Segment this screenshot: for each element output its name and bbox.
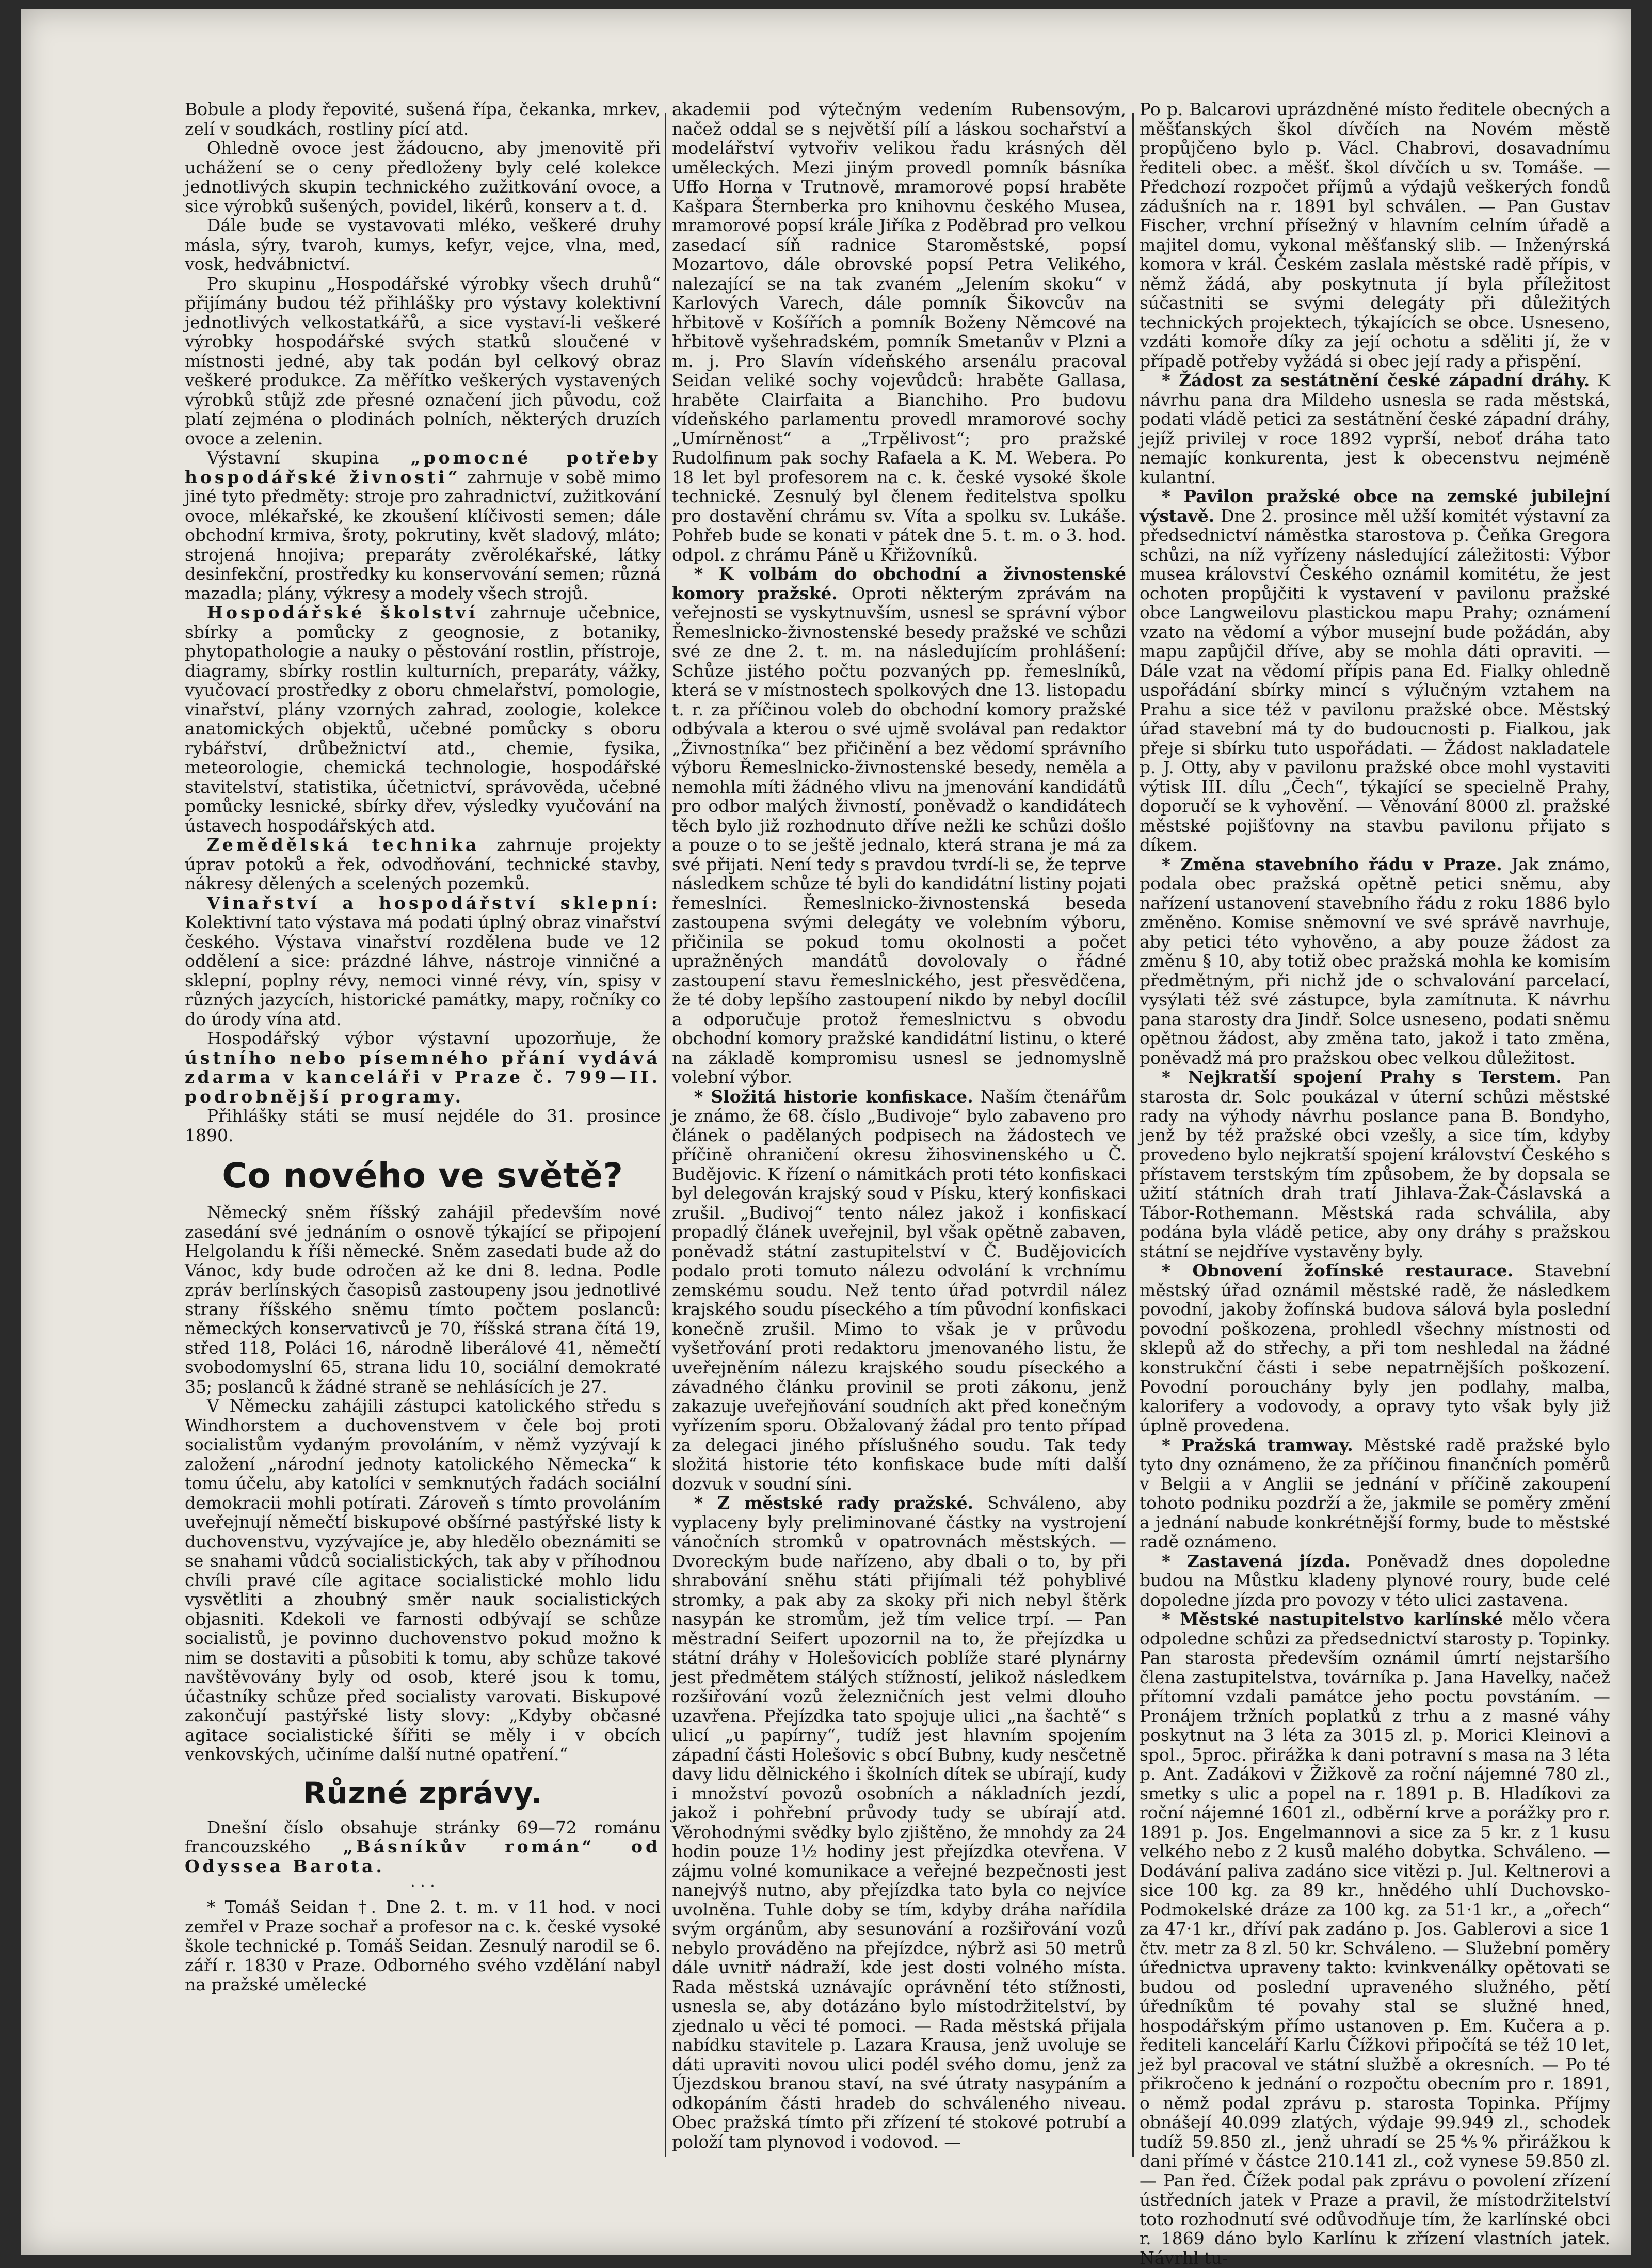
paragraph: Německý sněm říšský zahájil především nové zasedání své jednáním o osnově týkající se připojení Helgolandu k říši německé. Sněm zasedati bude až do Vánoc, kdy bude odročen až ke dni 8. ledna. Podle zpráv berlínských časopisů zastoupeny jsou jednotlivé strany říšského sněmu tímto počtem poslanců: německých konservativců je 70, říšská strana čítá 19, střed 118, Poláci 16, národně liberálové 41, němečtí svobodomyslní 65, strana lidu 10, sociální demokraté 35; poslanců k žádné straně se nehlásících je 27. <box>185 1202 661 1397</box>
spaced-emphasis: „Básníkův román“ od Odyssea Barota. <box>185 1836 661 1876</box>
paragraph <box>672 1087 1126 1494</box>
paragraph: * Tomáš Seidan †. Dne 2. t. m. v 11 hod. v noci zemřel v Praze sochař a profesor na c. k. české vysoké škole technické p. Tomáš Seidan. Zesnulý narodil se 6. září r. 1830 v Praze. Odborného svého vzdělání nabyl na pražské umělecké <box>185 1897 661 1994</box>
body-text: zahrnuje učebnice, sbírky a pomůcky z geognosie, z botaniky, phytopathologie a nauky o pěstování rostlin, přístroje, diagramy, sbírky rostlin kulturních, preparáty, vážky, vyučovací prostředky z oboru chmelařství, pomologie, vinařství, plány vzorných zahrad, zoologie, kolekce anatomických objektů, učebné pomůcky s oboru rybářství, drůbežnictví atd., chemie, fysika, meteorologie, chemická technologie, hospodářské stavitelství, statistika, účetnictví, správověda, učebné pomůcky lesnické, sbírky dřev, výsledky vyučování na ústavech hospodářských atd. <box>185 602 661 836</box>
article-title: * Městské nastupitelstvo karlínské <box>1161 1609 1503 1629</box>
column-divider <box>1132 113 1134 2157</box>
section-heading: Co nového ve světě? <box>222 1156 623 1195</box>
article-title: * Změna stavebního řádu v Praze. <box>1161 854 1502 874</box>
section-heading: Různé zprávy. <box>303 1775 542 1811</box>
article-title: * K volbám do obchodní a živnostenské komory pražské. <box>672 564 1126 603</box>
paragraph: V Německu zahájili zástupci katolického středu s Windhorstem a duchovenstvem v čele boj proti socialistům vydaným provoláním, v němž vyzývají k založení „národní jednoty katolického Německa“ k tomu účelu, aby katolíci v semknutých řadách sociální demokracii mohli potírati. Zároveň s tímto provoláním uveřejnují němečtí biskupové obšírné pastýřské listy k duchovenstvu, vyzývajíce je, aby hledělo obeznámiti se se snahami vůdců socialistických, tak aby v příhodnou chvíli pravé cíle agitace socialistické mohlo lidu vysvětliti a zhoubný směr nauk socialistických objasniti. Kdekoli ve farnosti odbývají se schůze socialistů, je povinno duchovenstvo pokud možno k nim se dostaviti a působiti k tomu, aby schůze takové navštěvovány byly od osob, které jsou k tomu, účastníky schůze před socialisty varovati. Biskupové zakončují pastýřské listy slovy: „Kdyby občasné agitace socialistické šířiti se měly i v obcích venkovských, učiníme další nutné opatření.“ <box>185 1396 661 1764</box>
body-text: Jak známo, podala obec pražská opětně petici sněmu, aby nařízení ustanovení stavebního řádu z roku 1886 bylo změněno. Komise sněmovní ve své správě navrhuje, aby petici této vyhověno, a aby pouze žádost za změnu § 10, aby totiž obec pražská mohla ke komisím předmětným, při nichž jde o schvalování parcelací, vysýlati též své zástupce, byla zamítnuta. K návrhu pana starosty dra Jindř. Solce usneseno, podati sněmu opětnou žádost, aby změna tato, jakož i tato změna, poněvadž má pro pražskou obec velkou důležitost. <box>1140 854 1610 1068</box>
body-text: zahrnuje projekty úprav potoků a řek, odvodňování, technické stavby, nákresy dělených a scelených pozemků. <box>185 835 661 893</box>
paragraph <box>1140 855 1610 1068</box>
paragraph: Přihlášky státi se musí nejdéle do 31. prosince 1890. <box>185 1106 661 1145</box>
paragraph <box>1140 1067 1610 1261</box>
article-title: * Z městské rady pražské. <box>694 1493 974 1513</box>
paragraph <box>1140 1261 1610 1435</box>
paragraph <box>1140 1435 1610 1552</box>
lead-text: Hospodářský výbor výstavní upozorňuje, že <box>206 1028 661 1048</box>
lead-text: Dnešní číslo obsahuje stránky 69—72 románu francouzského <box>185 1817 661 1857</box>
paragraph <box>1140 1609 1610 2267</box>
article-title: * Obnovení žofínské restaurace. <box>1161 1260 1514 1281</box>
paragraph <box>185 893 661 1029</box>
paragraph <box>185 1029 661 1106</box>
body-text: Naším čtenářům je známo, že 68. číslo „Budivoje“ bylo zabaveno pro článek o padělaných podpisech na žádostech ve příčině ohraničení okresu žihosvinenského u Č. Budějovic. K řízení o námitkách proti této konfiskaci byl delegován krajský soud v Písku, který konfiskaci zrušil. „Budivoj“ tento nález jakož i konfiskací propadlý článek uveřejnil, byl však opětně zabaven, poněvadž státní zastupitelství v Č. Budějovicích podalo proti tomuto nálezu odvolání k vrchnímu zemskému soudu. Než tento úřad potvrdil nález krajského soudu píseckého a tím původní konfiskaci konečně zrušil. Mimo to však je v průvodu vyšetřování proti redaktoru jmenovaného listu, že uveřejněním nálezu krajského soudu píseckého a závadného článku provinil se proti zákonu, jenž zakazuje uveřejňování soudních akt před konečným vyřízením sporu. Obžalovaný žádal pro tento případ za delegaci jiného příslušného soudu. Tak tedy složitá historie této konfiskace bude míti další dozvuk v soudní síni. <box>672 1086 1126 1494</box>
column-middle <box>672 100 1126 2185</box>
separator-dots: · · · <box>410 1877 435 1895</box>
body-text: Poněvadž dnes dopoledne budou na Můstku kladeny plynové roury, bude celé dopoledne jízda pro povozy v této ulici zastavena. <box>1140 1551 1610 1610</box>
paragraph <box>1140 487 1610 855</box>
paragraph: Ohledně ovoce jest žádoucno, aby jmenovitě při uchážení se o ceny předloženy byly celé kolekce jednotlivých skupin technického zužitkování ovoce, a sice výrobků sušených, povidel, likérů, konserv a t. d. <box>185 138 661 216</box>
paragraph <box>185 603 661 835</box>
paragraph <box>185 835 661 893</box>
body-text: Pan starosta dr. Solc poukázal v úterní schůzi městské rady na výhody návrhu poslance pana B. Bondyho, jenž by též pražské obci vzešly, a sice tím, kdyby provedeno bylo nejkratší spojení království Českého s přístavem terstským tím způsobem, že by dopsala se užití státních drah tratí Jihlava-Žak-Čáslavská a Tábor-Rothemann. Městská rada schválila, aby podána byla vládě petice, aby ony dráhy s pražskou státní se nejdříve vystavěny byly. <box>1140 1067 1610 1261</box>
newspaper-page <box>21 9 1631 2268</box>
body-text: Dne 2. prosince měl užší komitét výstavní za předsednictví náměstka starostova p. Čeňka Gregora schůzi, na níž vyřízeny následující záležitosti: Výbor musea království Českého oznámil komitétu, že jest ochoten propůjčiti k vystavení v pavilonu pražské obce Langweilovu plastickou mapu Prahy; oznámení vzato na vědomí a výbor musejní bude požádán, aby mapu zapůjčil dříve, aby se mohla dáti opraviti. — Dále vzat na vědomí přípis pana Ed. Fialky ohledně uspořádání sbírky mincí s výlučným vztahem na Prahu a sice též v pavilonu pražské obce. Městský úřad stavební má ty do budoucnosti p. Fialkou, jak přeje si sbírku tuto uspořádati. — Žádost nakladatele p. J. Otty, aby v pavilonu pražské obce mohl vystaviti výtisk III. dílu „Čech“, týkající se specielně Prahy, doporučí se k vyhovění. — Věnování 8000 zl. pražské městské pojišťovny na stavbu pavilonu přijato s díkem. <box>1140 505 1610 855</box>
article-title: * Zastavená jízda. <box>1161 1551 1351 1571</box>
spaced-emphasis: „pomocné potřeby hospodářské živnosti“ <box>185 448 661 487</box>
column-left <box>185 100 661 2164</box>
article-title: * Pavilon pražské obce na zemské jubilejní výstavě. <box>1140 486 1610 526</box>
article-title: * Žádost za sestátnění české západní dráhy. <box>1161 370 1590 390</box>
paragraph <box>1140 371 1610 487</box>
article-title: * Nejkratší spojení Prahy s Terstem. <box>1161 1067 1562 1087</box>
article-title: * Pražská tramway. <box>1161 1434 1353 1455</box>
paragraph <box>1140 1552 1610 1610</box>
body-text: Kolektivní tato výstava má podati úplný obraz vinařství českého. Výstava vinařství rozdělena bude ve 12 oddělení a sice: prázdné láhve, nástroje vinničné a sklepní, poplny révy, nemoci vinné révy, vín, spisy v různých jazycích, historické památky, mapy, ročníky co do úrody vína atd. <box>185 912 661 1029</box>
paragraph <box>672 564 1126 1087</box>
paragraph: Po p. Balcarovi uprázdněné místo ředitele obecných a měšťanských škol dívčích na Novém městě propůjčeno bylo p. Václ. Chabrovi, dosavadnímu řediteli obec. a měšť. škol dívčích u sv. Tomáše. — Předchozí rozpočet příjmů a výdajů veškerých fondů zádušních na r. 1891 byl schválen. — Pan Gustav Fischer, vrchní přísežný v hlavním celním úřadě a majitel domu, vykonal měšťanský slib. — Inženýrská komora v král. Českém zaslala městské radě přípis, v němž žádá, aby poskytnuta jí byla příležitost súčastniti se svými delegáty při důležitých technických projektech, týkajících se obce. Usneseno, vzdáti komoře díky za její ochotu a sděliti jí, že v případě potřeby vyžádá si obec její rady a přispění. <box>1140 99 1610 371</box>
body-text: Stavební městský úřad oznámil městské radě, že následkem povodní, jakoby žofínská budova sálová byla poslední povodní poškozena, prohledl všechny místnosti od sklepů až do střechy, a při tom neshledal na žádné konstrukční části i sebe nepatrnějších poškození. Povodní porouchány byly jen podlahy, malba, kalorifery a vodovody, a opravy tyto však byly již úplně provedena. <box>1140 1260 1610 1435</box>
lead-text: Výstavní skupina <box>206 448 379 468</box>
body-text: K návrhu pana dra Mildeho usnesla se rada městská, podati vládě petici za sestátnění české západní dráhy, jejíž privilej v roce 1892 vyprší, neboť dráha tato nemajíc konkurenta, jest k obecenstvu nejméně kulantní. <box>1140 370 1610 487</box>
column-divider <box>665 113 666 2157</box>
column-right <box>1140 99 1610 2268</box>
paragraph: akademii pod výtečným vedením Rubensovým, načež oddal se s největší pílí a láskou sochařství a modelářství vytvořiv velikou řadu krásných děl uměleckých. Mezi jiným provedl pomník básníka Uffo Horna v Trutnově, mramorové popsí hraběte Kašpara Šternberka pro knihovnu českého Musea, mramorové popsí krále Jiříka z Poděbrad pro velkou zasedací síň radnice Staroměstské, popsí Mozartovo, dále obrovské popsí Petra Velikého, nalezající se na tak zvaném „Jelením skoku“ v Karlových Varech, dále pomník Šikovcův na hřbitově v Košířích a pomník Boženy Němcové na hřbitově vyšehradském, pomník Smetanův v Plzni a m. j. Pro Slavín vídeňského arsenálu pracoval Seidan veliké sochy vojevůdců: hraběte Gallasa, hraběte Clairfaita a Bianchiho. Pro budovu vídeňského parlamentu provedl mramorové sochy „Umírněnost“ a „Trpělivost“; pro pražské Rudolfinum pak sochy Rafaela a K. M. Webera. Po 18 let byl profesorem na c. k. české vysoké škole technické. Zesnulý byl členem ředitelstva spolku pro dostavění chrámu sv. Víta a spolku sv. Lukáše. Pohřeb bude se konati v pátek dne 5. t. m. o 3. hod. odpol. z chrámu Páně u Křižovníků. <box>672 99 1126 565</box>
paragraph: Dále bude se vystavovati mléko, veškeré druhy másla, sýry, tvaroh, kumys, kefyr, vejce, vlna, med, vosk, hedvábnictví. <box>185 215 661 274</box>
body-text: Městské radě pražské bylo tyto dny oznámeno, že za příčinou finančních poměrů v Belgii a v Anglii se jednání v příčině zakoupení tohoto podniku pozdrží a že, jakmile se poměry změní a jednání nabude konkrétnější formy, bude to městské radě oznámeno. <box>1140 1434 1610 1552</box>
body-text: Schváleno, aby vyplaceny byly preliminované částky na vystrojení vánočních stromků v opatrovnách městských. — Dvoreckým bude nařízeno, aby dbali o to, by při shrabování sněhu státi přijímali též pohyblivé stromky, a pak aby za skoky při nich nebyl štěrk nasypán ke stromům, jež tím velice trpí. — Pan městradní Seifert upozornil na to, že přejízdka u státní dráhy v Holešovicích poblíže staré plynárny jest předmětem stálých stížností, jelikož následkem rozšiřování vozů železničních jest velmi dlouho uzavřena. Přejízdka tato spojuje ulici „na šachtě“ s ulicí „u papírny“, tudíž jest hlavním spojením západní části Holešovic s obcí Bubny, kudy nesčetně davy lidu dělnického i školních dítek se ubírají, kudy i množství povozů osobních a nákladních jezdí, jakož i pohřební průvody tudy se ubírají atd. Věrohodnými svědky bylo zjištěno, že mnohdy za 24 hodin pouze 1½ hodiny jest přejízdka otevřena. V zájmu volné komunikace a veřejné bezpečnosti jest nanejvýš nutno, aby přejízdka tato byla co nejvíce uvolněna. Tuhle doby se tím, kdyby dráha nařídila svým orgánům, aby sesunování a rozšiřování vozů nebylo prováděno na přejízdce, nýbrž asi 50 metrů dále uvnitř nádraží, kde jest dosti volného místa. Rada městská uznávajíc oprávnění této stížnosti, usnesla se, aby dotázáno bylo místodržitelství, by zjednalo u věci té pomoci. — Rada městská přijala nabídku stavitele p. Lazara Krausa, jenž uvoluje se dáti upraviti novou ulici podél svého domu, jenž za Újezdskou branou staví, na své útraty nasypáním a odkopáním části hradeb do schváleného niveau. Obec pražská tímto při zřízení té stokové potrubí a položí tam plynovod i vodovod. — <box>672 1493 1126 2152</box>
paragraph <box>672 1493 1126 2151</box>
body-text: mělo včera odpoledne schůzi za předsednictví starosty p. Topinky. Pan starosta především oznámil úmrtí nejstaršího člena zastupitelstva, továrníka p. Jana Havelky, načež přítomní vzdali památce jeho poctu povstáním. — Pronájem tržních poplatků z trhu a z masné váhy poskytnut na 3 léta za 3015 zl. p. Morici Kleinovi a spol., 5proc. přirážka k dani potravní s masa na 3 léta p. Ant. Zadákovi v Žižkově za roční nájemné 780 zl., smetky s ulic a popel na r. 1891 p. B. Hladíkovi za roční nájemné 1601 zl., odběrní krve a porážky pro r. 1891 p. Jos. Engelmannovi a sice za 5 kr. z 1 kusu velkého nebo z 2 kusů malého dobytka. Schváleno. — Dodávání paliva zadáno sice vitězi p. Jul. Keltnerovi a sice 100 kg. za 89 kr., hnědého uhlí Duchovsko-Podmokelské dráze za 100 kg. za 51·1 kr., a „ořech“ za 47·1 kr., dříví pak zadáno p. Jos. Gablerovi a sice 1 čtv. metr za 8 zl. 50 kr. Schváleno. — Služební poměry úřednictva upraveny takto: kvinkvenálky opětovati se budou od poslední upraveného služného, pětí úředníkům té povahy stal se služné hned, hospodářským přímo ustanoven p. Em. Kučera a p. řediteli kanceláří Karlu Čížkovi připočítá se též 10 let, jež byl pracoval ve státní službě a okresních. — Po té přikročeno k jednání o rozpočtu obecním pro r. 1891, o němž podal zprávu p. starosta Topinka. Příjmy obnášejí 40.099 zlatých, výdaje 99.949 zl., schodek tudíž 59.850 zl., jenž uhradí se 25⅘% přirážkou k dani přímé v částce 210.141 zl., což vynese 59.850 zl. — Pan řed. Čížek podal pak zprávu o povolení zřízení ústředních jatek v Praze a pravil, že místodržitelství toto rozhodnutí své odůvodňuje tím, že karlínské obci r. 1869 dáno bylo Karlínu k zřízení vlastních jatek. Návrhl tu- <box>1140 1609 1610 2268</box>
body-text: Oproti některým zprávám na veřejnosti se vyskytnuvším, usnesl se správní výbor Řemeslnicko-živnostenské besedy pražské ve schůzi své ze dne 2. t. m. na následujícím prohlášení: Schůze jistého počtu pozvaných pp. řemeslníků, která se v místnostech spolkových dne 13. listopadu t. r. za příčinou voleb do obchodní komory pražské odbývala a kterou o své ujmě svolával pan redaktor „Živnostníka“ bez přičinění a bez vědomí správního výboru Řemeslnicko-živnostenské besedy, neměla a nemohla míti žádného vlivu na jmenování kandidátů pro odbor malých živností, poněvadž o kandidátech těch bylo již rozhodnuto dříve nežli ke schůzi došlo a pouze o to se ještě jednalo, která strana je má za své přijati. Není tedy s pravdou tvrdí-li se, že teprve následkem schůze té byli do kandidátní listiny pojati řemeslníci. Řemeslnicko-živnostenská beseda zastoupena svými delegáty ve volebním výboru, přičinila se pokud tomu okolnosti a počet upražněných mandátů dovolovaly o řádné zastoupení stavu řemeslnického, jest přesvědčena, že té doby lepšího zastoupení nikdo by nebyl docílil a odporučuje protož řemeslnictvu s obvodu obchodní komory pražské kandidátní listinu, o které na základě kompromisu usnesl se jednomyslně volební výbor. <box>672 583 1126 1087</box>
spaced-emphasis: Vinařství a hospodářství sklepní: <box>206 892 661 913</box>
paragraph: Pro skupinu „Hospodářské výrobky všech druhů“ přijímány budou též přihlášky pro výstavy kolektivní jednotlivých velkostatkářů, a sice vystaví-li veškeré výrobky hospodářské svých statků sloučené v místnosti jedné, aby tak podán byl celkový obraz veškeré produkce. Za měřítko veškerých vystavených výrobků stůjž zde přesné označení jich původu, což platí zejména o plodinách polních, některých druzích ovoce a zelenin. <box>185 273 661 449</box>
spaced-emphasis: ústního nebo písemného přání vydává zdarma v kanceláři v Praze č. 799—II. podrobnější programy. <box>185 1047 661 1107</box>
article-title: * Složitá historie konfiskace. <box>694 1086 973 1107</box>
paragraph <box>185 448 661 603</box>
spaced-emphasis: Zemědělská technika <box>206 835 480 855</box>
body-text: zahrnuje v sobě mimo jiné tyto předměty: stroje pro zahradnictví, zužitkování ovoce, mlékařské, ke zkoušení klíčivosti semen; dále obchodní krmiva, šroty, pokrutiny, květ sladový, mláto; strojená hnojiva; preparáty zvěrolékařské, látky desinfekční, prostředky ku konservování semen; různá mazadla; plány, výkresy a modely všech strojů. <box>185 467 661 603</box>
paragraph: Bobule a plody řepovité, sušená řípa, čekanka, mrkev, zelí v soudkách, rostliny pící atd. <box>185 99 661 139</box>
paragraph <box>185 1818 661 1876</box>
spaced-emphasis: Hospodářské školství <box>206 602 478 622</box>
